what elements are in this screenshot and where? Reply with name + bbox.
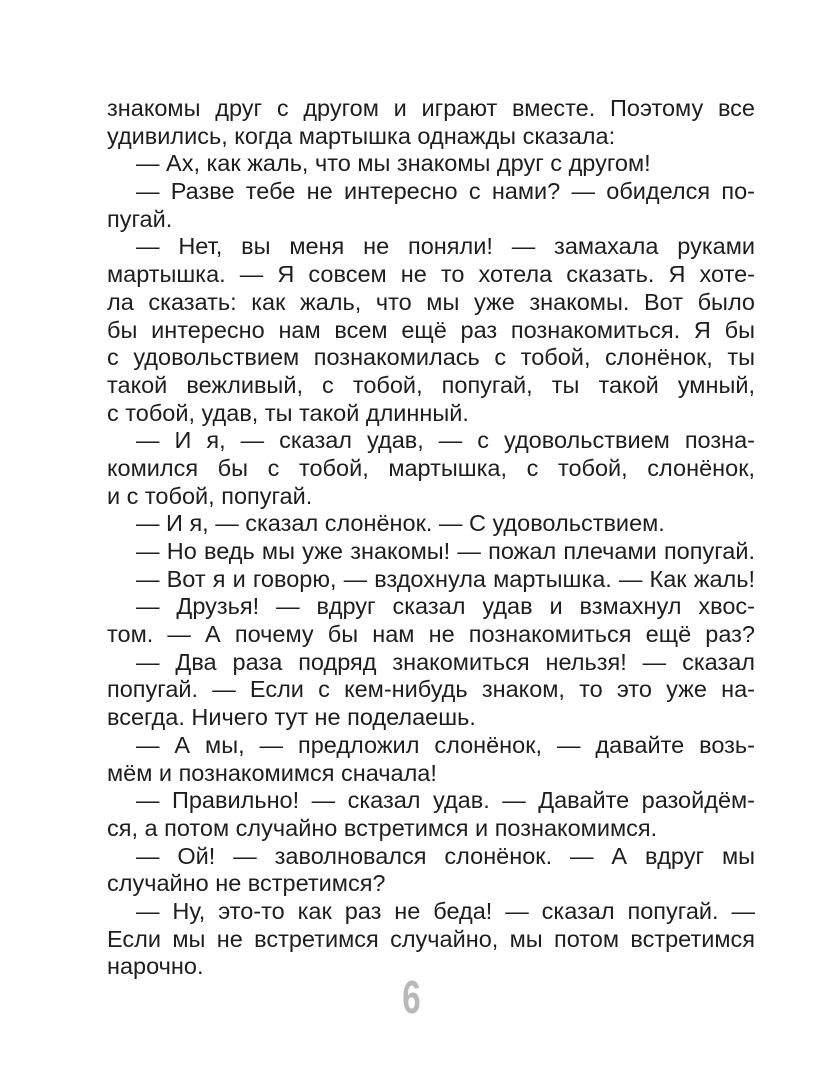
text-line: — Но ведь мы уже знакомы! — пожал плечами попугай. xyxy=(136,538,755,564)
text-line: мём и познакомимся сначала! xyxy=(107,759,437,786)
text-line: — Два раза подряд знакомиться нельзя! — сказал xyxy=(136,648,755,675)
text-line: ла сказать: как жаль, что мы уже знакомы. Вот было xyxy=(107,288,755,315)
text-line: — И я, — сказал удав, — с удовольствием позна- xyxy=(136,427,755,454)
text-line: нарочно. xyxy=(107,953,204,980)
text-line: ся, а потом случайно встретимся и познакомимся. xyxy=(107,814,658,841)
story-text xyxy=(107,95,755,981)
text-line: — Правильно! — сказал удав. — Давайте разойдём- xyxy=(136,787,755,814)
text-line: — Вот я и говорю, — вздохнула мартышка. — Как жаль! xyxy=(136,565,755,592)
text-line: — А мы, — предложил слонёнок, — давайте возь- xyxy=(136,731,755,758)
text-line: и с тобой, попугай. xyxy=(107,482,313,509)
text-line: мартышка. — Я совсем не то хотела сказать. Я хоте- xyxy=(107,261,755,288)
text-line: — Разве тебе не интересно с нами? — обиделся по- xyxy=(136,178,755,205)
text-line: с тобой, удав, ты такой длинный. xyxy=(107,399,469,426)
text-line: — И я, — сказал слонёнок. — С удовольствием. xyxy=(136,510,665,537)
text-line: всегда. Ничего тут не поделаешь. xyxy=(107,704,476,731)
text-line: попугай. — Если с кем-нибудь знаком, то это уже на- xyxy=(107,676,755,703)
text-line: удивились, когда мартышка однажды сказала: xyxy=(107,122,616,149)
text-line: знакомы друг с другом и играют вместе. Поэтому все xyxy=(107,95,755,121)
text-line: — Ну, это-то как раз не беда! — сказал попугай. — xyxy=(136,897,755,924)
text-line: — Друзья! — вдруг сказал удав и взмахнул хвос- xyxy=(136,593,755,620)
text-line: — Ой! — заволновался слонёнок. — А вдруг мы xyxy=(136,842,755,869)
text-line: случайно не встретимся? xyxy=(107,870,386,897)
text-line: пугай. xyxy=(107,205,173,232)
text-line: комился бы с тобой, мартышка, с тобой, слонёнок, xyxy=(107,454,755,481)
page-number: 6 xyxy=(402,971,421,1023)
text-line: такой вежливый, с тобой, попугай, ты такой умный, xyxy=(107,371,755,398)
text-line: с удовольствием познакомилась с тобой, слонёнок, ты xyxy=(107,344,755,371)
text-line: — Ах, как жаль, что мы знакомы друг с другом! xyxy=(136,150,651,177)
text-line: бы интересно нам всем ещё раз познакомиться. Я бы xyxy=(107,316,755,343)
text-line: — Нет, вы меня не поняли! — замахала руками xyxy=(136,233,755,260)
text-line: том. — А почему бы нам не познакомиться ещё раз? xyxy=(107,621,755,648)
text-line: Если мы не встретимся случайно, мы потом встретимся xyxy=(107,925,755,952)
